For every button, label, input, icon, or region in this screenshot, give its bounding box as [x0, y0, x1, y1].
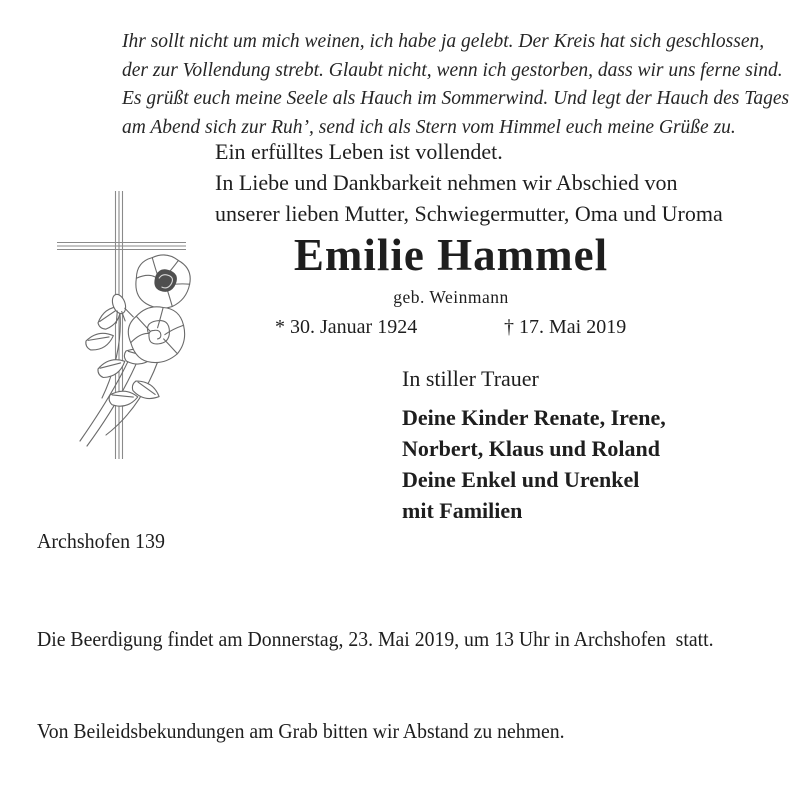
poem-line: am Abend sich zur Ruh’, send ich als Stern vom Himmel euch meine Grüße zu. [122, 116, 736, 138]
mourning-label: In stiller Trauer [402, 366, 539, 391]
birth-date: * 30. Januar 1924 [275, 316, 418, 338]
funeral-line: Von Beileidsbekundungen am Grab bitten wir Abstand zu nehmen. [37, 718, 565, 743]
mourners-list [402, 402, 666, 526]
deceased-name: Emilie Hammel [293, 230, 609, 280]
poem-line: Ihr sollt nicht um mich weinen, ich habe ja gelebt. Der Kreis hat sich geschlossen, [122, 31, 765, 52]
mourners-line: Norbert, Klaus und Roland [402, 436, 660, 461]
mourners-line: Deine Kinder Renate, Irene, [402, 405, 666, 430]
deceased-name-block [201, 230, 701, 308]
poem-line: der zur Vollendung strebt. Glaubt nicht, wenn ich gestorben, dass wir uns ferne sind. [122, 59, 783, 81]
death-date: † 17. Mai 2019 [504, 316, 627, 338]
funeral-info [37, 563, 714, 807]
introduction-text [215, 136, 723, 229]
maiden-name: geb. Weinmann [393, 287, 509, 307]
intro-line: Ein erfülltes Leben ist vollendet. [215, 139, 503, 164]
intro-line: In Liebe und Dankbarkeit nehmen wir Abschied von [215, 170, 678, 195]
funeral-line: Die Beerdigung findet am Donnerstag, 23. Mai 2019, um 13 Uhr in Archshofen statt. [37, 627, 714, 651]
intro-line: unserer lieben Mutter, Schwiegermutter, Oma und Uroma [215, 201, 723, 226]
epitaph-poem [122, 28, 790, 142]
mourners-line: Deine Enkel und Urenkel [402, 467, 640, 492]
address-line: Archshofen 139 [37, 529, 165, 553]
roses-icon [80, 249, 195, 446]
poem-line: Es grüßt euch meine Seele als Hauch im Sommerwind. Und legt der Hauch des Tages [122, 88, 790, 109]
mourners-line: mit Familien [402, 498, 523, 523]
cross-and-roses-illustration [40, 183, 240, 473]
